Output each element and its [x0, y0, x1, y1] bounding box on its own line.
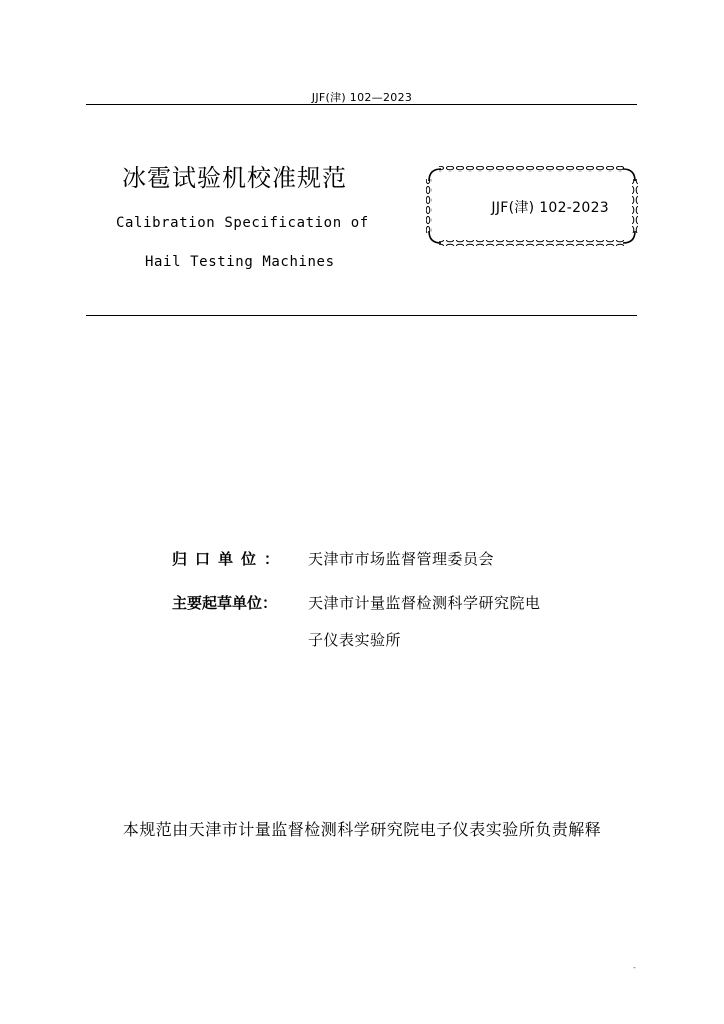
- bottom-rule: [86, 315, 637, 316]
- title-chinese: 冰雹试验机校准规范: [122, 164, 347, 192]
- top-rule: [86, 104, 637, 105]
- page-mark: -: [633, 963, 636, 972]
- drafting-unit-value-line2: 子仪表实验所: [308, 631, 402, 649]
- title-english-line1: Calibration Specification of: [116, 215, 369, 231]
- header-code: JJF(津) 102—2023: [311, 91, 413, 104]
- title-english-line2: Hail Testing Machines: [145, 254, 335, 270]
- info-row-drafting-unit: [172, 592, 541, 613]
- drafting-unit-value-line1: 天津市计量监督检测科学研究院电: [308, 594, 541, 612]
- responsible-unit-label: 归口单位：: [172, 550, 288, 568]
- interpretation-note: 本规范由天津市计量监督检测科学研究院电子仪表实验所负责解释: [122, 820, 602, 839]
- code-frame-text: JJF(津) 102-2023: [491, 200, 609, 216]
- drafting-unit-label: 主要起草单位：: [172, 594, 278, 612]
- code-frame: [425, 165, 639, 247]
- info-row-responsible-unit: [172, 548, 494, 569]
- responsible-unit-value: 天津市市场监督管理委员会: [308, 550, 495, 568]
